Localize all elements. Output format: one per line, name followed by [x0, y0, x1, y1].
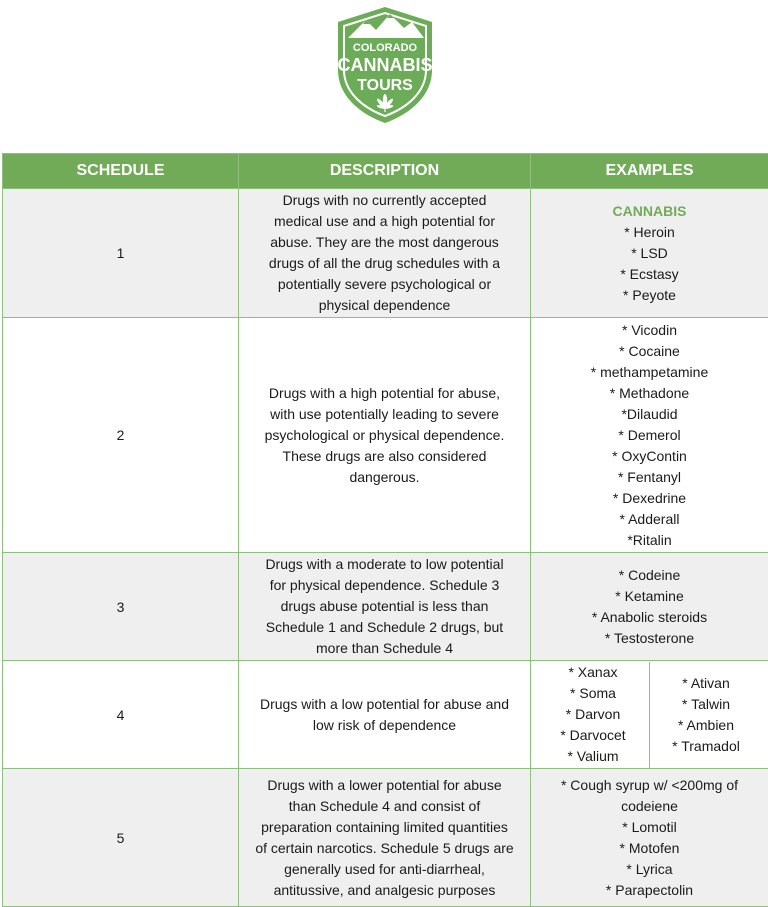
desc-line: medical use and a high potential for — [273, 213, 496, 229]
header-examples: EXAMPLES — [531, 154, 768, 189]
desc-line: low risk of dependence — [312, 716, 457, 733]
desc-line: than Schedule 4 and consist of — [288, 797, 481, 814]
example-item: * Cough syrup w/ <200mg of — [560, 776, 739, 793]
example-item: * Methadone — [609, 384, 690, 401]
schedule-description — [239, 553, 531, 661]
desc-line: These drugs are also considered — [282, 447, 487, 464]
example-item: * Demerol — [618, 426, 681, 443]
desc-line: more than Schedule 4 — [316, 640, 453, 656]
example-item: * methampetamine — [590, 363, 709, 380]
schedule-examples — [531, 769, 768, 907]
example-item: * Codeine — [618, 566, 681, 583]
table-row-schedule-4 — [3, 661, 768, 769]
example-item: * Vicodin — [621, 321, 677, 338]
desc-line: Drugs with a high potential for abuse, — [268, 384, 501, 401]
example-item: * Dexedrine — [612, 489, 687, 506]
schedule-number: 3 — [3, 553, 239, 661]
examples-left-column — [537, 662, 649, 768]
example-item: * OxyContin — [612, 447, 687, 464]
example-item: * Motofen — [619, 839, 680, 856]
table-header-row — [3, 154, 768, 189]
svg-text:COLORADO: COLORADO — [352, 42, 418, 54]
example-item: * Ativan — [682, 674, 730, 691]
desc-line: Schedule 1 and Schedule 2 drugs, but — [265, 619, 504, 635]
example-item: * Testosterone — [604, 629, 695, 646]
table-row-schedule-1 — [3, 189, 768, 318]
table-row-schedule-5 — [3, 769, 768, 907]
desc-line: psychological or physical dependence. — [264, 426, 505, 443]
schedule-examples — [531, 318, 768, 553]
cannabis-highlight: CANNABIS — [612, 202, 687, 219]
desc-line: drugs abuse potential is less than — [280, 598, 489, 614]
schedule-number: 1 — [3, 189, 239, 318]
desc-line: of certain narcotics. Schedule 5 drugs are — [255, 839, 514, 856]
desc-line: Drugs with a low potential for abuse and — [259, 695, 510, 712]
desc-line: Drugs with a lower potential for abuse — [267, 776, 502, 793]
example-item: * LSD — [631, 244, 668, 261]
desc-line: for physical dependence. Schedule 3 — [269, 577, 500, 593]
logo-area — [0, 0, 768, 153]
example-item: * Talwin — [682, 695, 730, 712]
example-item: * Heroin — [624, 223, 675, 240]
desc-line: drugs of all the drug schedules with a — [268, 255, 501, 271]
example-item: * Parapectolin — [605, 881, 694, 898]
table-row-schedule-3 — [3, 553, 768, 661]
schedule-examples — [531, 553, 768, 661]
table-row-schedule-2 — [3, 318, 768, 553]
example-item: * Ecstasy — [620, 265, 679, 282]
svg-text:TOURS: TOURS — [357, 77, 413, 94]
example-item: * Valium — [567, 748, 619, 764]
example-item: * Peyote — [623, 286, 676, 303]
desc-line: generally used for anti-diarrheal, — [284, 860, 485, 877]
schedule-description — [239, 189, 531, 318]
drug-schedule-table — [2, 153, 768, 907]
example-item: * Xanax — [568, 664, 618, 680]
header-schedule: SCHEDULE — [3, 154, 239, 189]
example-item: * Adderall — [619, 510, 680, 527]
example-item: * Darvocet — [560, 727, 626, 743]
schedule-description — [239, 318, 531, 553]
examples-right-column — [649, 662, 762, 768]
schedule-description — [239, 769, 531, 907]
example-item: * Ketamine — [615, 587, 684, 604]
example-item: * Lyrica — [626, 860, 673, 877]
desc-line: dangerous. — [349, 468, 420, 485]
colorado-cannabis-tours-logo — [332, 4, 438, 126]
desc-line: antitussive, and analgesic purposes — [273, 881, 496, 898]
example-item: *Ritalin — [627, 531, 672, 548]
desc-line: preparation containing limited quantities — [261, 818, 508, 835]
example-item: * Tramadol — [672, 737, 740, 754]
svg-text:CANNABIS: CANNABIS — [337, 55, 433, 75]
schedule-examples — [531, 661, 768, 769]
example-item: * Cocaine — [619, 342, 680, 359]
desc-line: abuse. They are the most dangerous — [270, 234, 499, 250]
example-item: codeiene — [621, 797, 678, 814]
example-item: *Dilaudid — [621, 405, 678, 422]
example-item: * Fentanyl — [617, 468, 682, 485]
schedule-number: 2 — [3, 318, 239, 553]
example-item: * Ambien — [677, 716, 735, 733]
desc-line: Drugs with no currently accepted — [282, 192, 487, 208]
desc-line: potentially severe psychological or — [277, 276, 492, 292]
desc-line: with use potentially leading to severe — [270, 405, 499, 422]
example-item: * Anabolic steroids — [591, 608, 708, 625]
desc-line: Drugs with a moderate to low potential — [265, 556, 504, 572]
example-item: * Lomotil — [622, 818, 677, 835]
desc-line: physical dependence — [318, 297, 451, 313]
schedule-examples — [531, 189, 768, 318]
header-description: DESCRIPTION — [239, 154, 531, 189]
example-item: * Darvon — [565, 706, 621, 722]
example-item: * Soma — [570, 685, 616, 701]
schedule-description — [239, 661, 531, 769]
schedule-number: 4 — [3, 661, 239, 769]
schedule-number: 5 — [3, 769, 239, 907]
